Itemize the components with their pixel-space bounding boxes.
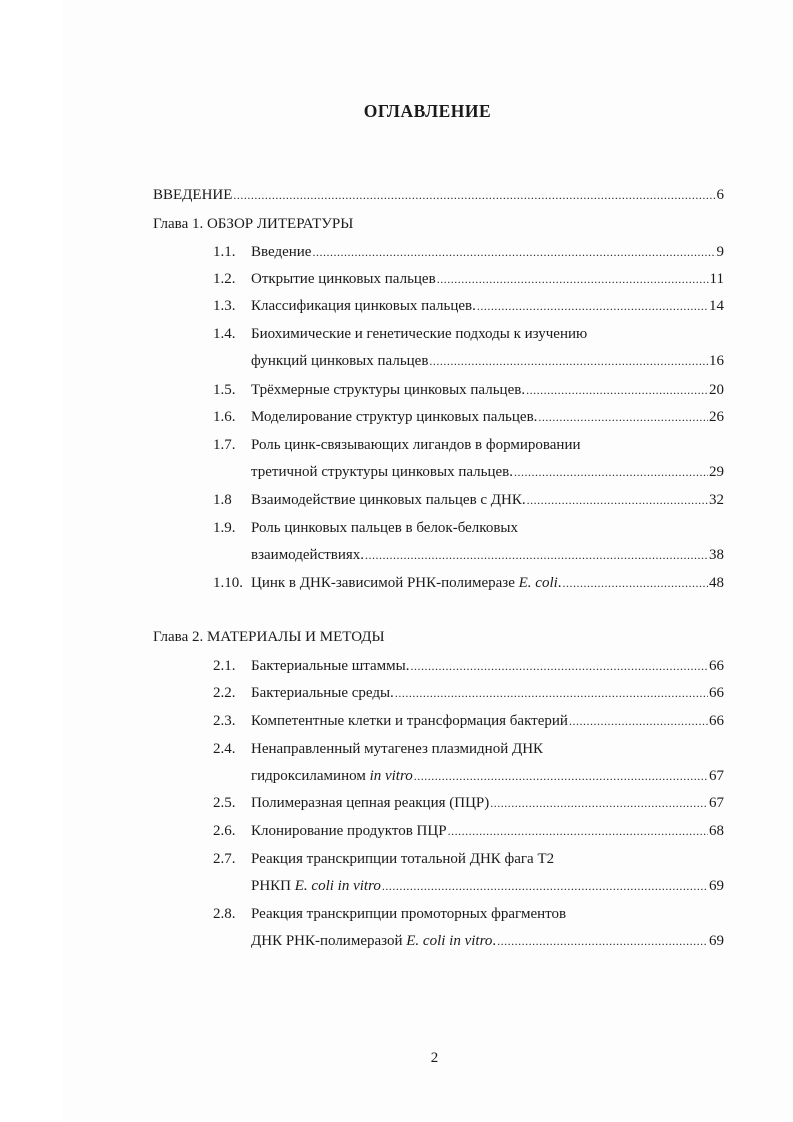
toc-entry[interactable] — [251, 574, 724, 592]
section-number: 2.7. — [213, 851, 236, 867]
leader-dots — [411, 657, 709, 675]
toc-entry-label: Введение — [251, 244, 312, 260]
toc-page-number: 68 — [709, 823, 724, 839]
section-number: 1.2. — [213, 271, 236, 287]
leader-dots — [477, 297, 708, 315]
toc-entry-label-line1: Роль цинк-связывающих лигандов в формировании — [251, 437, 581, 453]
section-number: 2.4. — [213, 741, 236, 757]
toc-entry[interactable] — [251, 491, 724, 509]
toc-entry-intro[interactable] — [153, 186, 724, 204]
section-number: 2.5. — [213, 795, 236, 811]
leader-dots — [365, 546, 708, 564]
section-number: 1.6. — [213, 409, 236, 425]
leader-dots — [497, 932, 708, 950]
section-number: 1.7. — [213, 437, 236, 453]
toc-entry-label: Классификация цинковых пальцев. — [251, 298, 476, 314]
section-number: 2.2. — [213, 685, 236, 701]
toc-page-number: 14 — [709, 298, 724, 314]
toc-entry[interactable] — [251, 822, 724, 840]
leader-dots — [514, 463, 708, 481]
toc-entry-label-line1: Реакция транскрипции тотальной ДНК фага Т2 — [251, 851, 555, 867]
leader-dots — [395, 684, 708, 702]
toc-entry[interactable] — [251, 657, 724, 675]
toc-entry-label: функций цинковых пальцев — [251, 353, 429, 369]
leader-dots — [429, 352, 708, 370]
leader-dots — [437, 270, 709, 288]
toc-entry-label: третичной структуры цинковых пальцев. — [251, 464, 513, 480]
toc-entry[interactable] — [251, 352, 724, 370]
toc-page-number: 20 — [709, 382, 724, 398]
leader-dots — [382, 877, 708, 895]
toc-entry-label: Бактериальные среды. — [251, 685, 394, 701]
toc-page-number: 32 — [709, 492, 724, 508]
toc-page-number: 38 — [709, 547, 724, 563]
section-number: 2.6. — [213, 823, 236, 839]
toc-entry[interactable] — [251, 297, 724, 315]
toc-entry-label: Трёхмерные структуры цинковых пальцев. — [251, 382, 526, 398]
section-number: 1.10. — [213, 575, 243, 591]
toc-page-number: 67 — [709, 768, 724, 784]
toc-entry-label-line1: Роль цинковых пальцев в белок-белковых — [251, 520, 518, 536]
toc-page-number: 29 — [709, 464, 724, 480]
toc-page-number: 9 — [716, 244, 724, 260]
toc-entry-label-line1: Биохимические и генетические подходы к изучению — [251, 326, 588, 342]
toc-page-number: 66 — [709, 658, 724, 674]
leader-dots — [233, 186, 715, 204]
section-number: 1.4. — [213, 326, 236, 342]
toc-entry-label: Компетентные клетки и трансформация бактерий — [251, 713, 568, 729]
toc-entry-label: Клонирование продуктов ПЦР — [251, 823, 447, 839]
toc-entry-label: Цинк в ДНК-зависимой РНК-полимеразе E. coli. — [251, 575, 562, 591]
toc-entry-label: гидроксиламином in vitro — [251, 768, 413, 784]
leader-dots — [538, 408, 708, 426]
section-number: 1.9. — [213, 520, 236, 536]
toc-page-number: 66 — [709, 685, 724, 701]
section-number: 1.1. — [213, 244, 236, 260]
section-number: 2.3. — [213, 713, 236, 729]
toc-entry-label: Открытие цинковых пальцев — [251, 271, 436, 287]
toc-entry[interactable] — [251, 767, 724, 785]
toc-entry[interactable] — [251, 546, 724, 564]
section-number: 1.8 — [213, 492, 232, 508]
toc-entry-label: Бактериальные штаммы. — [251, 658, 410, 674]
toc-page-number: 67 — [709, 795, 724, 811]
toc-page-number: 48 — [709, 575, 724, 591]
toc-entry-label-line1: Реакция транскрипции промоторных фрагментов — [251, 906, 567, 922]
section-number: 2.8. — [213, 906, 236, 922]
toc-entry-label: ВВЕДЕНИЕ — [153, 187, 233, 203]
leader-dots — [563, 574, 708, 592]
leader-dots — [448, 822, 708, 840]
toc-entry-label: Полимеразная цепная реакция (ПЦР) — [251, 795, 490, 811]
toc-entry[interactable] — [251, 877, 724, 895]
section-number: 1.3. — [213, 298, 236, 314]
leader-dots — [527, 491, 708, 509]
toc-page-number: 6 — [716, 187, 724, 203]
toc-page-number: 69 — [709, 878, 724, 894]
section-number: 2.1. — [213, 658, 236, 674]
toc-entry[interactable] — [251, 463, 724, 481]
chapter-heading: Глава 2. МАТЕРИАЛЫ И МЕТОДЫ — [153, 629, 385, 645]
toc-page-number: 11 — [709, 271, 724, 287]
toc-entry[interactable] — [251, 270, 724, 288]
toc-page-number: 16 — [709, 353, 724, 369]
toc-entry[interactable] — [251, 712, 724, 730]
chapter-heading: Глава 1. ОБЗОР ЛИТЕРАТУРЫ — [153, 216, 354, 232]
toc-entry-label: РНКП E. coli in vitro — [251, 878, 381, 894]
page-title: ОГЛАВЛЕНИЕ — [363, 101, 492, 121]
toc-entry-label: Моделирование структур цинковых пальцев. — [251, 409, 538, 425]
toc-entry[interactable] — [251, 381, 724, 399]
toc-entry[interactable] — [251, 243, 724, 261]
leader-dots — [526, 381, 708, 399]
toc-entry-label: взаимодействиях. — [251, 547, 365, 563]
toc-entry[interactable] — [251, 932, 724, 950]
toc-entry[interactable] — [251, 408, 724, 426]
leader-dots — [312, 243, 715, 261]
toc-page-number: 66 — [709, 713, 724, 729]
leader-dots — [414, 767, 708, 785]
toc-page-number: 26 — [709, 409, 724, 425]
toc-entry[interactable] — [251, 794, 724, 812]
toc-entry-label-line1: Ненаправленный мутагенез плазмидной ДНК — [251, 741, 544, 757]
toc-entry-label: Взаимодействие цинковых пальцев с ДНК. — [251, 492, 526, 508]
leader-dots — [569, 712, 708, 730]
leader-dots — [490, 794, 708, 812]
toc-page-number: 69 — [709, 933, 724, 949]
toc-entry-label: ДНК РНК-полимеразой E. coli in vitro. — [251, 933, 497, 949]
toc-entry[interactable] — [251, 684, 724, 702]
page-number: 2 — [430, 1050, 439, 1066]
section-number: 1.5. — [213, 382, 236, 398]
